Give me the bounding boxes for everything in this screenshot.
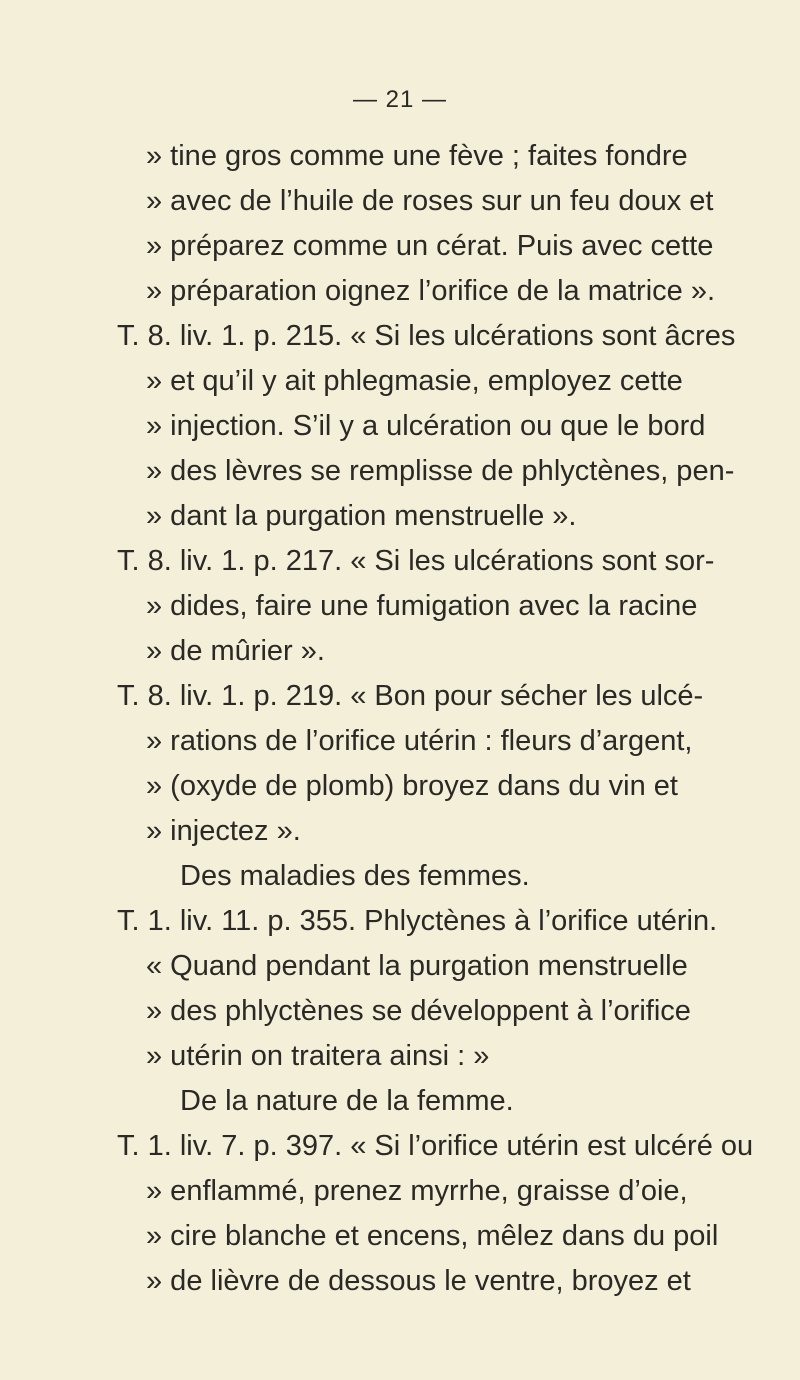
text-line: » préparez comme un cérat. Puis avec cette bbox=[146, 230, 714, 262]
text-line: » avec de l’huile de roses sur un feu doux et bbox=[146, 185, 714, 217]
text-line: » préparation oignez l’orifice de la matrice ». bbox=[146, 275, 716, 307]
text-line: » et qu’il y ait phlegmasie, employez cette bbox=[146, 365, 683, 397]
section-heading: Des maladies des femmes. bbox=[180, 860, 530, 892]
text-line: » injection. S’il y a ulcération ou que le bord bbox=[146, 410, 706, 442]
text-line: » (oxyde de plomb) broyez dans du vin et bbox=[146, 770, 678, 802]
citation-line: T. 1. liv. 11. p. 355. Phlyctènes à l’orifice utérin. bbox=[117, 905, 718, 937]
text-line: » injectez ». bbox=[146, 815, 301, 847]
text-line: » tine gros comme une fève ; faites fondre bbox=[146, 140, 688, 172]
page-number: — 21 — bbox=[352, 86, 448, 113]
text-line: » dides, faire une fumigation avec la racine bbox=[146, 590, 698, 622]
citation-line: T. 8. liv. 1. p. 217. « Si les ulcérations sont sor- bbox=[117, 545, 715, 577]
text-line: » dant la purgation menstruelle ». bbox=[146, 500, 577, 532]
text-line: » rations de l’orifice utérin : fleurs d’argent, bbox=[146, 725, 693, 757]
citation-line: T. 1. liv. 7. p. 397. « Si l’orifice utérin est ulcéré ou bbox=[117, 1130, 754, 1162]
citation-line: T. 8. liv. 1. p. 219. « Bon pour sécher les ulcé- bbox=[117, 680, 704, 712]
text-line: » utérin on traitera ainsi : » bbox=[146, 1040, 490, 1072]
section-heading: De la nature de la femme. bbox=[180, 1085, 514, 1117]
text-line: » de lièvre de dessous le ventre, broyez et bbox=[146, 1265, 691, 1297]
citation-line: T. 8. liv. 1. p. 215. « Si les ulcérations sont âcres bbox=[117, 320, 736, 352]
text-line: » des phlyctènes se développent à l’orifice bbox=[146, 995, 691, 1027]
text-line: « Quand pendant la purgation menstruelle bbox=[146, 950, 688, 982]
text-line: » de mûrier ». bbox=[146, 635, 325, 667]
text-line: » des lèvres se remplisse de phlyctènes, pen- bbox=[146, 455, 735, 487]
text-line: » enflammé, prenez myrrhe, graisse d’oie, bbox=[146, 1175, 688, 1207]
text-line: » cire blanche et encens, mêlez dans du poil bbox=[146, 1220, 719, 1252]
